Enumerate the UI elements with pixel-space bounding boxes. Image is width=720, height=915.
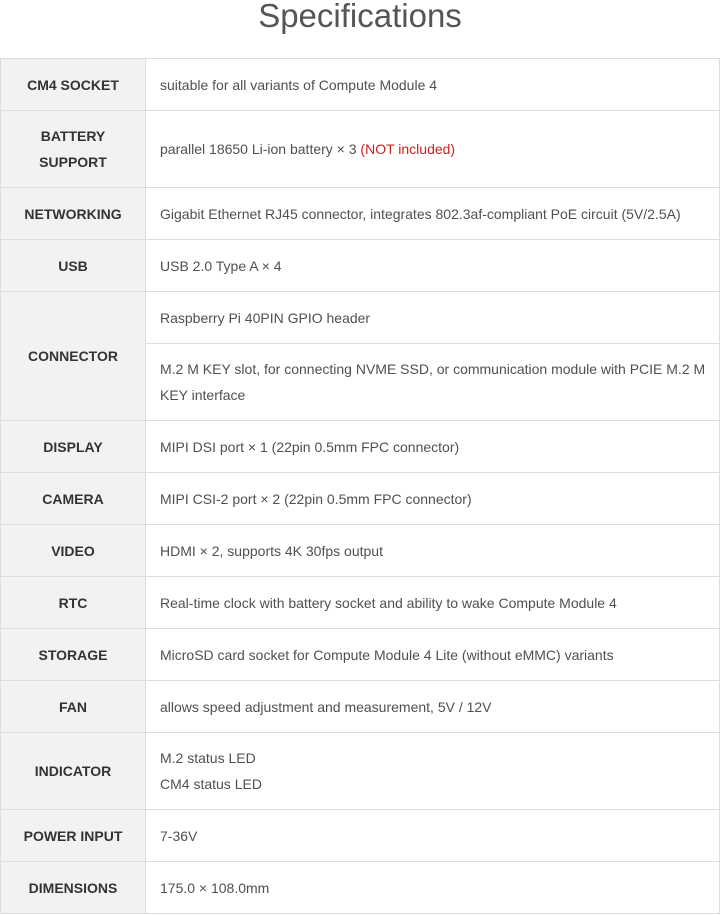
spec-value-text: parallel 18650 Li-ion battery × 3 — [160, 141, 357, 157]
table-row — [1, 862, 720, 914]
spec-label: USB — [1, 240, 146, 292]
spec-label: FAN — [1, 681, 146, 733]
table-row — [1, 629, 720, 681]
spec-value: Real-time clock with battery socket and ability to wake Compute Module 4 — [146, 577, 720, 629]
not-included-note: (NOT included) — [360, 141, 456, 157]
table-row — [1, 577, 720, 629]
spec-value: 175.0 × 108.0mm — [146, 862, 720, 914]
spec-table — [0, 58, 720, 914]
spec-label: CM4 SOCKET — [1, 59, 146, 111]
spec-value — [146, 111, 720, 188]
page-title: Specifications — [258, 0, 462, 34]
spec-label: DIMENSIONS — [1, 862, 146, 914]
spec-label: INDICATOR — [1, 733, 146, 810]
spec-label: BATTERY SUPPORT — [1, 111, 146, 188]
spec-value: M.2 M KEY slot, for connecting NVME SSD, or communication module with PCIE M.2 M KEY interface — [146, 344, 720, 421]
spec-value — [146, 733, 720, 810]
spec-value: Raspberry Pi 40PIN GPIO header — [146, 292, 720, 344]
spec-value: allows speed adjustment and measurement, 5V / 12V — [146, 681, 720, 733]
spec-label: RTC — [1, 577, 146, 629]
spec-label: VIDEO — [1, 525, 146, 577]
table-row — [1, 188, 720, 240]
indicator-line: M.2 status LED — [160, 750, 256, 766]
spec-label: DISPLAY — [1, 421, 146, 473]
table-row — [1, 810, 720, 862]
table-row — [1, 473, 720, 525]
spec-value: MIPI DSI port × 1 (22pin 0.5mm FPC connector) — [146, 421, 720, 473]
spec-label: POWER INPUT — [1, 810, 146, 862]
spec-value: suitable for all variants of Compute Module 4 — [146, 59, 720, 111]
spec-label: NETWORKING — [1, 188, 146, 240]
spec-value: HDMI × 2, supports 4K 30fps output — [146, 525, 720, 577]
table-row — [1, 59, 720, 111]
table-row — [1, 525, 720, 577]
spec-value: 7-36V — [146, 810, 720, 862]
spec-label: CONNECTOR — [1, 292, 146, 421]
table-row — [1, 421, 720, 473]
spec-value: MIPI CSI-2 port × 2 (22pin 0.5mm FPC connector) — [146, 473, 720, 525]
table-row — [1, 292, 720, 344]
indicator-line: CM4 status LED — [160, 776, 262, 792]
table-row — [1, 681, 720, 733]
table-row — [1, 111, 720, 188]
spec-value: MicroSD card socket for Compute Module 4 Lite (without eMMC) variants — [146, 629, 720, 681]
spec-value: USB 2.0 Type A × 4 — [146, 240, 720, 292]
table-row — [1, 240, 720, 292]
spec-label: CAMERA — [1, 473, 146, 525]
spec-value: Gigabit Ethernet RJ45 connector, integrates 802.3af-compliant PoE circuit (5V/2.5A) — [146, 188, 720, 240]
table-row — [1, 733, 720, 810]
spec-label: STORAGE — [1, 629, 146, 681]
